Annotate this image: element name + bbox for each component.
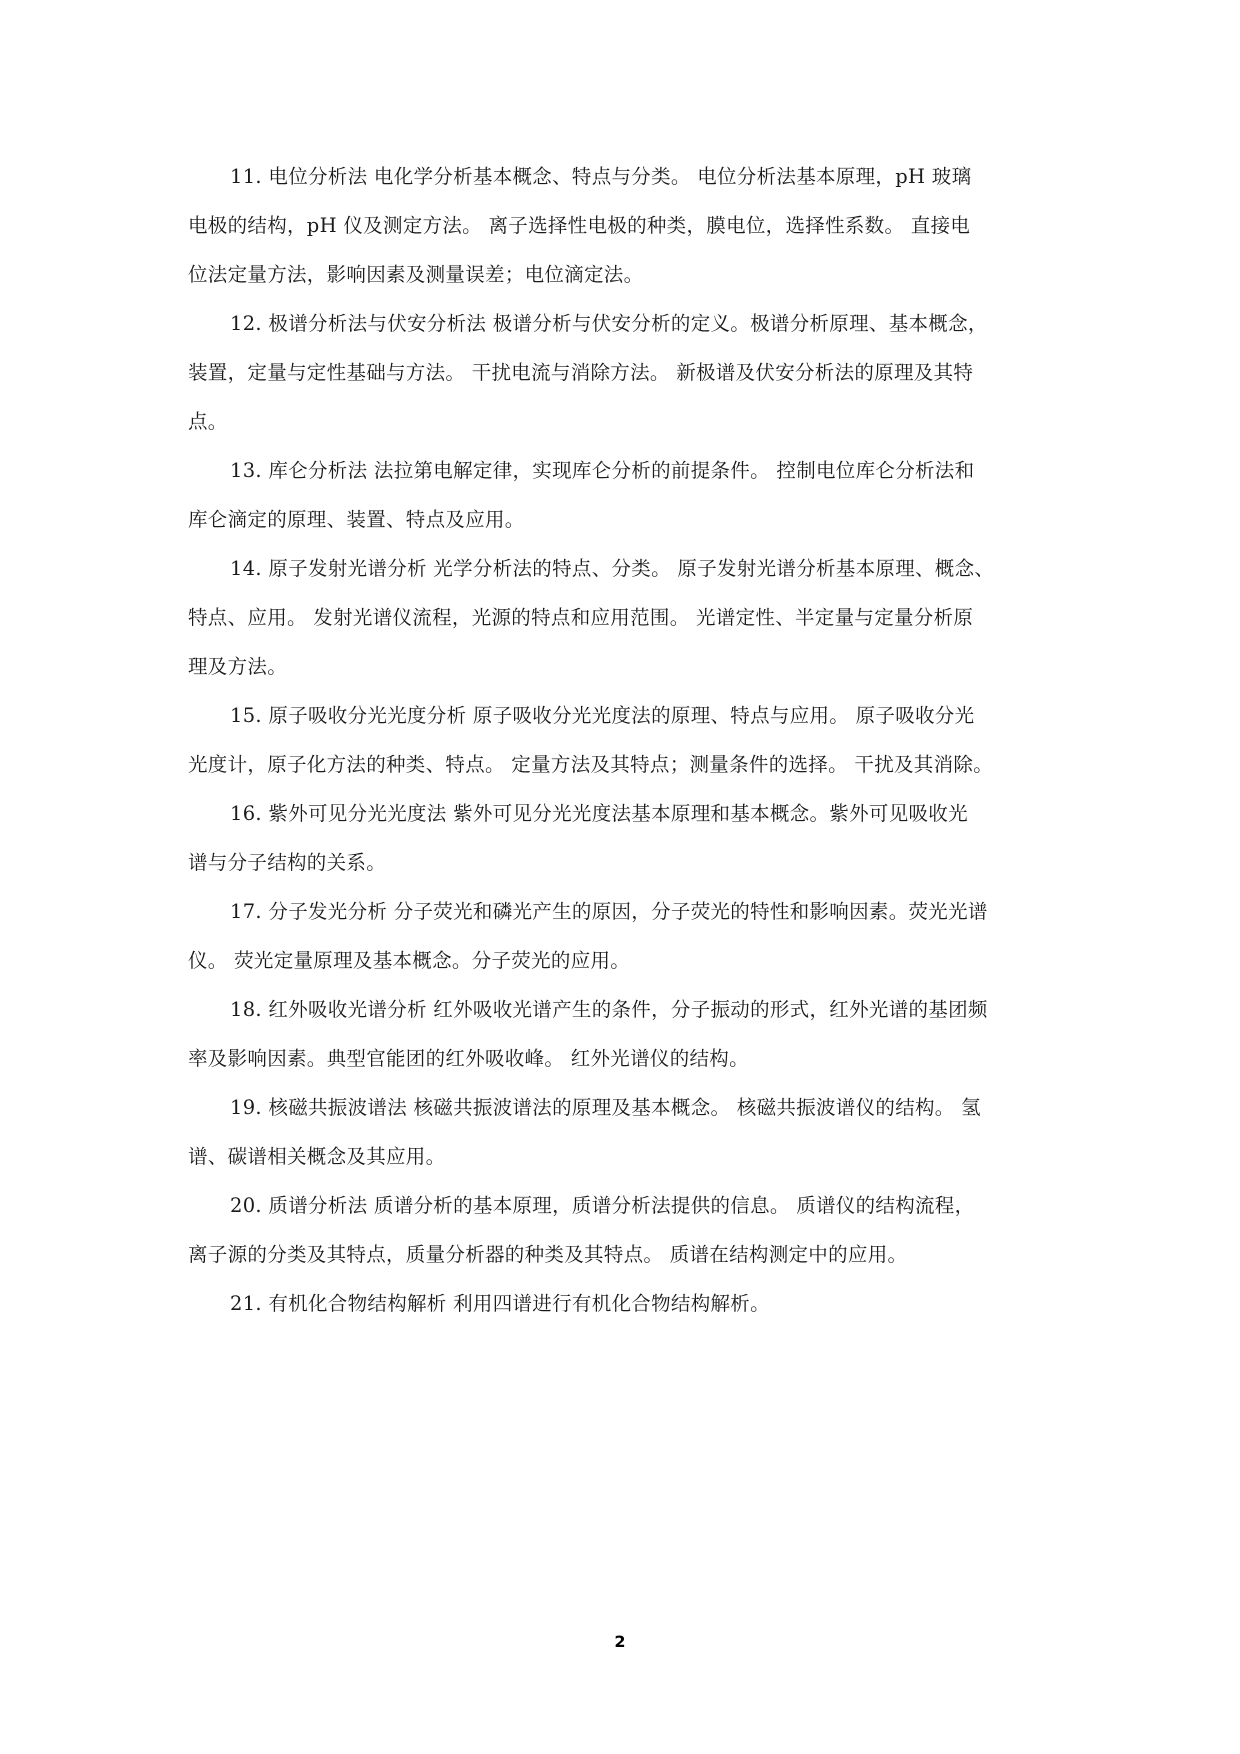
syllabus-item [188,1083,1058,1181]
syllabus-item [188,544,1058,691]
syllabus-item-line: 位法定量方法，影响因素及测量误差；电位滴定法。 [188,263,644,286]
syllabus-item-line: 点。 [188,410,228,433]
document-body [188,152,1058,1328]
syllabus-item-line: 特点、应用。 发射光谱仪流程，光源的特点和应用范围。 光谱定性、半定量与定量分析原 [188,606,974,629]
syllabus-item [188,887,1058,985]
syllabus-item-line: 15. 原子吸收分光光度分析 原子吸收分光光度法的原理、特点与应用。 原子吸收分光 [230,704,975,727]
syllabus-item-line: 光度计，原子化方法的种类、特点。 定量方法及其特点；测量条件的选择。 干扰及其消除。 [188,753,993,776]
syllabus-item-line: 谱与分子结构的关系。 [188,851,387,874]
syllabus-item-line: 13. 库仑分析法 法拉第电解定律，实现库仑分析的前提条件。 控制电位库仑分析法和 [230,459,975,482]
syllabus-item [188,691,1058,789]
syllabus-item-line: 20. 质谱分析法 质谱分析的基本原理，质谱分析法提供的信息。 质谱仪的结构流程， [230,1194,975,1217]
syllabus-item-line: 21. 有机化合物结构解析 利用四谱进行有机化合物结构解析。 [230,1292,770,1315]
syllabus-item-line: 谱、碳谱相关概念及其应用。 [188,1145,446,1168]
syllabus-item-line: 11. 电位分析法 电化学分析基本概念、特点与分类。 电位分析法基本原理，pH 玻璃 [230,165,972,188]
syllabus-item [188,789,1058,887]
syllabus-item-line: 仪。 荧光定量原理及基本概念。分子荧光的应用。 [188,949,631,972]
syllabus-item-line: 19. 核磁共振波谱法 核磁共振波谱法的原理及基本概念。 核磁共振波谱仪的结构。 氢 [230,1096,981,1119]
syllabus-item [188,985,1058,1083]
syllabus-item-line: 理及方法。 [188,655,288,678]
syllabus-item-line: 离子源的分类及其特点，质量分析器的种类及其特点。 质谱在结构测定中的应用。 [188,1243,908,1266]
syllabus-item-line: 库仑滴定的原理、装置、特点及应用。 [188,508,525,531]
syllabus-item [188,1181,1058,1279]
syllabus-item-line: 17. 分子发光分析 分子荧光和磷光产生的原因，分子荧光的特性和影响因素。荧光光谱 [230,900,988,923]
syllabus-item-line: 率及影响因素。典型官能团的红外吸收峰。 红外光谱仪的结构。 [188,1047,749,1070]
syllabus-item [188,1279,1058,1328]
syllabus-item-line: 18. 红外吸收光谱分析 红外吸收光谱产生的条件，分子振动的形式，红外光谱的基团频 [230,998,988,1021]
syllabus-item-line: 12. 极谱分析法与伏安分析法 极谱分析与伏安分析的定义。极谱分析原理、基本概念， [230,312,988,335]
syllabus-item [188,446,1058,544]
syllabus-item [188,299,1058,446]
syllabus-item-line: 16. 紫外可见分光光度法 紫外可见分光光度法基本原理和基本概念。紫外可见吸收光 [230,802,968,825]
syllabus-item-line: 14. 原子发射光谱分析 光学分析法的特点、分类。 原子发射光谱分析基本原理、概念、 [230,557,995,580]
page-number: 2 [614,1632,626,1651]
syllabus-item [188,152,1058,299]
syllabus-item-line: 电极的结构，pH 仪及测定方法。 离子选择性电极的种类，膜电位，选择性系数。 直接电 [188,214,971,237]
syllabus-item-line: 装置，定量与定性基础与方法。 干扰电流与消除方法。 新极谱及伏安分析法的原理及其特 [188,361,974,384]
